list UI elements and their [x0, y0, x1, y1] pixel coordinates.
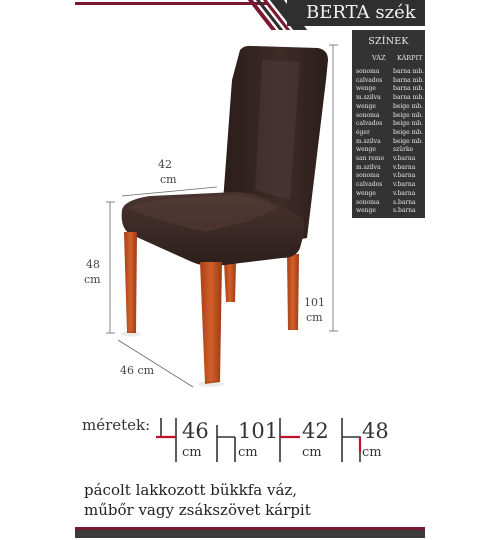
- dimension-value: 48: [362, 419, 389, 443]
- footer-accent-rule: [75, 527, 425, 530]
- upholstery-color: beige mb.: [393, 120, 424, 128]
- upholstery-color: beige mb.: [393, 128, 424, 136]
- frame-color: m.szilva: [356, 137, 381, 145]
- colors-table: [352, 30, 425, 218]
- dimension-width-icon: [156, 418, 176, 462]
- seat-height-label-number: 48: [86, 258, 100, 271]
- height-label-unit: cm: [306, 311, 323, 324]
- height-label-number: 101: [304, 296, 325, 309]
- dimension-unit: cm: [238, 445, 258, 460]
- colors-table-row: [356, 172, 422, 180]
- upholstery-color: s.barna: [393, 207, 416, 215]
- upholstery-color: v.barna: [393, 189, 416, 197]
- frame-color: m.szilva: [356, 163, 381, 171]
- dimension-seat-height-icon: [342, 418, 360, 462]
- chair-front-leg: [124, 232, 137, 333]
- upholstery-color: szürke: [393, 146, 414, 154]
- frame-color: éger: [356, 128, 370, 136]
- colors-table-row: [356, 207, 422, 215]
- colors-table-row: [356, 120, 422, 128]
- upholstery-color: s.barna: [393, 198, 416, 206]
- upholstery-color: beige mb.: [393, 137, 424, 145]
- frame-color: calvados: [356, 76, 383, 84]
- colors-table-row: [356, 94, 425, 102]
- colors-table-row: [356, 164, 422, 172]
- dimension-depth-icon: [280, 418, 300, 462]
- upholstery-color: v.barna: [393, 181, 416, 189]
- colors-table-row: [356, 103, 422, 111]
- depth-label-unit: cm: [160, 173, 177, 186]
- dimension-value: 42: [302, 419, 329, 443]
- upholstery-color: barna mb.: [393, 85, 425, 93]
- frame-color: sonoma: [356, 172, 380, 180]
- colors-table-title: SZÍNEK: [368, 36, 409, 47]
- frame-color: wenge: [356, 207, 376, 215]
- description-line: pácolt lakkozott bükkfa váz,: [84, 481, 298, 499]
- dimension-unit: cm: [182, 445, 202, 460]
- upholstery-color: v.barna: [393, 163, 416, 171]
- colors-table-row: [356, 68, 425, 76]
- frame-color: m.szilva: [356, 94, 381, 102]
- frame-color: sonoma: [356, 68, 380, 75]
- dimension-value: 46: [182, 419, 209, 443]
- frame-color: wenge: [356, 189, 376, 197]
- colors-table-row: [356, 138, 422, 146]
- dimension-value: 101: [238, 419, 279, 443]
- description-line: műbőr vagy zsákszövet kárpit: [84, 501, 311, 519]
- colors-table-row: [356, 199, 422, 207]
- frame-color: san remo: [356, 155, 385, 162]
- seat-height-label-unit: cm: [84, 273, 101, 286]
- frame-color: wenge: [356, 146, 376, 154]
- footer-bar: [75, 527, 425, 538]
- depth-label-number: 42: [158, 158, 172, 171]
- colors-table-row: [356, 76, 425, 85]
- colors-table-row: [356, 85, 425, 93]
- chair-front-leg: [200, 262, 222, 384]
- dimension-unit: cm: [302, 445, 322, 460]
- colors-table-row: [356, 190, 422, 198]
- colors-table-row: [356, 181, 422, 189]
- frame-color: sonoma: [356, 111, 380, 119]
- colors-table-row: [356, 129, 422, 137]
- page-title: BERTA szék: [306, 2, 416, 23]
- upholstery-color: barna mb.: [393, 68, 425, 75]
- frame-color: calvados: [356, 181, 383, 189]
- colors-table-row: [356, 112, 422, 120]
- chair-rear-leg: [287, 254, 299, 330]
- chair-rear-leg: [224, 262, 236, 302]
- upholstery-color: beige mb.: [393, 111, 424, 119]
- dimension-unit: cm: [362, 445, 382, 460]
- upholstery-color: v.barna: [393, 155, 416, 162]
- width-label: 46 cm: [120, 364, 155, 377]
- colors-table-header-frame: VÁZ: [372, 54, 386, 62]
- upholstery-color: barna mb.: [393, 94, 425, 102]
- dimension-height-icon: [217, 425, 235, 462]
- frame-color: wenge: [356, 85, 376, 93]
- colors-table-header-upholstery: KÁRPIT: [397, 54, 423, 62]
- upholstery-color: v.barna: [393, 172, 416, 180]
- frame-color: wenge: [356, 102, 376, 110]
- colors-table-row: [356, 146, 422, 154]
- dimensions-label: méretek:: [82, 416, 151, 434]
- frame-color: sonoma: [356, 198, 380, 206]
- frame-color: calvados: [356, 120, 383, 128]
- colors-table-row: [356, 155, 422, 163]
- upholstery-color: barna mb.: [393, 76, 425, 84]
- upholstery-color: beige mb.: [393, 102, 424, 110]
